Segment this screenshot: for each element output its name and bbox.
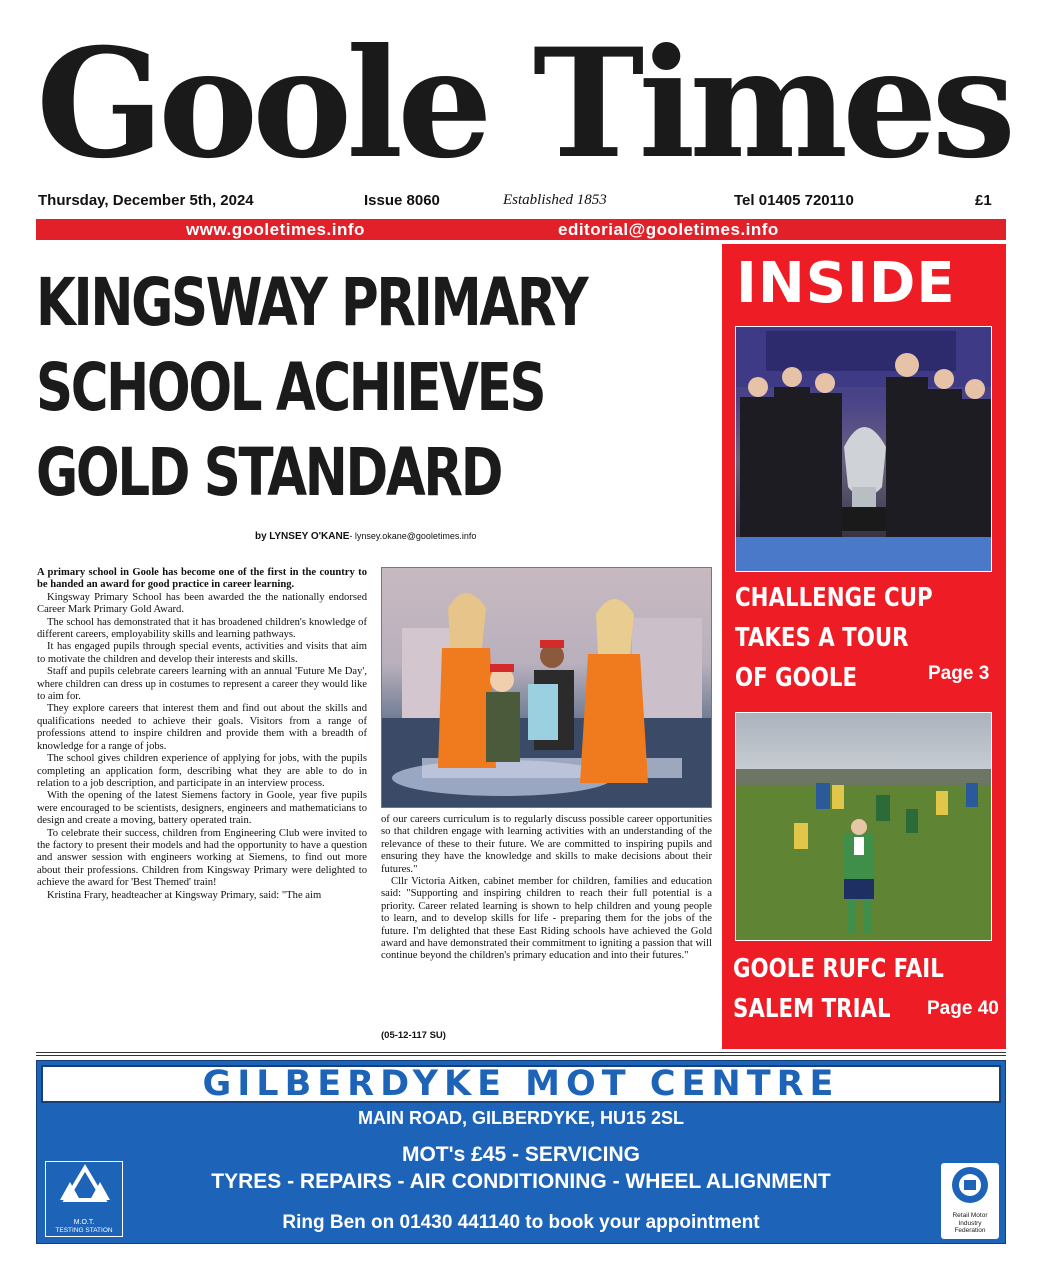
rmif-text-line: Industry bbox=[958, 1219, 982, 1227]
author-email: - lynsey.okane@gooletimes.info bbox=[349, 531, 477, 541]
author-name: LYNSEY O'KANE bbox=[269, 531, 350, 542]
inside-title: INSIDE bbox=[736, 251, 956, 316]
article-paragraph: It has engaged pupils through special events, activities and visits that aim to motivate the children and develop their interests and skills. bbox=[37, 641, 367, 665]
mot-logo-text-1: M.O.T. bbox=[73, 1219, 95, 1226]
email-link[interactable]: editorial@gooletimes.info bbox=[558, 220, 779, 239]
main-headline bbox=[36, 260, 722, 515]
byline bbox=[255, 531, 476, 542]
telephone: Tel 01405 720110 bbox=[734, 192, 854, 209]
article-paragraph: The school has demonstrated that it has broadened children's knowledge of different careers, employability skills and learning pathways. bbox=[37, 616, 367, 641]
inside-panel bbox=[722, 244, 1006, 1049]
mot-logo-text-2: TESTING STATION bbox=[55, 1227, 113, 1234]
headline-line: GOLD STANDARD bbox=[36, 434, 502, 511]
rmif-logo bbox=[941, 1163, 999, 1239]
challenge-cup-page[interactable]: Page 3 bbox=[928, 663, 990, 684]
cup-photo-illustration bbox=[736, 327, 992, 572]
story-line: CHALLENGE CUP bbox=[735, 583, 933, 613]
divider bbox=[36, 1055, 1006, 1056]
advert-business-name: GILBERDYKE MOT CENTRE bbox=[41, 1065, 1001, 1103]
advert-address: MAIN ROAD, GILBERDYKE, HU15 2SL bbox=[357, 1108, 685, 1128]
article-column-2 bbox=[381, 814, 712, 1029]
rufc-headline[interactable] bbox=[733, 949, 944, 1029]
established: Established 1853 bbox=[503, 192, 607, 208]
article-paragraph: Staff and pupils celebrate careers learning with an annual 'Future Me Day', where children can dress up in costumes to represent a career they would like to aim for. bbox=[37, 666, 367, 703]
advert-gilberdyke-mot[interactable] bbox=[36, 1060, 1006, 1244]
rmif-text-line: Retail Motor bbox=[952, 1212, 988, 1219]
story-line: SALEM TRIAL bbox=[733, 994, 891, 1024]
advert-cta[interactable]: Ring Ben on 01430 441140 to book your appointment bbox=[282, 1212, 760, 1233]
headline-line: SCHOOL ACHIEVES bbox=[36, 349, 545, 426]
story-line: TAKES A TOUR bbox=[735, 623, 909, 653]
article-paragraph: With the opening of the latest Siemens factory in Goole, year five pupils were encouraged to be scientists, designers, engineers and mathematicians to design and create a moving, battery operated train. bbox=[37, 790, 367, 827]
mot-logo bbox=[45, 1161, 123, 1237]
article-paragraph: They explore careers that interest them and find out about the skills and qualifications needed to achieve their goals. Visitors from a range of professions attend to inspire children and provide them with a breadth of knowledge for a range of jobs. bbox=[37, 703, 367, 752]
rmif-text bbox=[941, 1212, 999, 1235]
challenge-cup-headline[interactable] bbox=[735, 578, 933, 698]
article-paragraph: Kingsway Primary School has been awarded the the nationally endorsed Career Mark Primary Gold Award. bbox=[37, 591, 367, 616]
issue-date: Thursday, December 5th, 2024 bbox=[38, 192, 254, 209]
rmif-badge-icon bbox=[941, 1163, 999, 1207]
article-paragraph: The school gives children experience of applying for jobs, with the pupils completing an application form, describing what they are able to do in relation to a job description, and participate in an interview process. bbox=[37, 753, 367, 789]
advert-line-1: MOT's £45 - SERVICING bbox=[401, 1143, 640, 1166]
article-paragraph: A primary school in Goole has become one of the first in the country to be handed an award for good practice in career learning. bbox=[37, 567, 367, 591]
contact-bar bbox=[36, 219, 1006, 240]
story-line: OF GOOLE bbox=[735, 663, 858, 693]
article-paragraph: Kristina Frary, headteacher at Kingsway Primary, said: "The aim bbox=[47, 889, 322, 901]
photo-reference: (05-12-117 SU) bbox=[381, 1030, 446, 1041]
challenge-cup-photo[interactable] bbox=[735, 326, 992, 572]
website-link[interactable]: www.gooletimes.info bbox=[186, 220, 365, 239]
mot-triangle-icon bbox=[46, 1162, 124, 1214]
headline-line: KINGSWAY PRIMARY bbox=[36, 264, 587, 341]
article-paragraph: Cllr Victoria Aitken, cabinet member for children, families and education said: "Supporting and inspiring children to reach their full potential is a priority. Career related learning is shown to help children and young people to learn, and to develop skills for life - preparing them for the jobs of the future. I'm delighted that these East Riding schools have achieved the Gold award and have demonstrated their commitment to igniting a passion that will continue beyond the children's primary education and into their futures." bbox=[381, 876, 712, 962]
story-line: GOOLE RUFC FAIL bbox=[733, 954, 944, 984]
info-bar bbox=[38, 192, 1004, 212]
article-paragraph: of our careers curriculum is to regularly discuss possible career opportunities so that children engage with learning activities with an understanding of the relevance of these to their future. We are committed to inspiring pupils and ensuring they have the knowledge and skills to make decisions about their futures." bbox=[381, 814, 712, 875]
issue-number: Issue 8060 bbox=[364, 192, 440, 209]
masthead-title: Goole Times bbox=[36, 16, 1011, 192]
price: £1 bbox=[975, 192, 992, 209]
byline-prefix: by bbox=[255, 531, 267, 542]
rmif-text-line: Federation bbox=[954, 1227, 986, 1234]
rugby-photo[interactable] bbox=[735, 712, 992, 941]
article-paragraph: To celebrate their success, children from Engineering Club were invited to the factory to present their models and had the opportunity to have a question and answer session with engineers working at Siemens, to find out more about their professions. Children from Kingsway Primary were delighted to achieve the award for 'Best Themed' train! bbox=[37, 827, 367, 889]
article-column-1 bbox=[37, 567, 367, 1045]
divider bbox=[36, 1052, 1006, 1053]
advert-line-2: TYRES - REPAIRS - AIR CONDITIONING - WHEEL ALIGNMENT bbox=[211, 1170, 831, 1193]
rugby-photo-illustration bbox=[736, 713, 992, 941]
photo-illustration bbox=[382, 568, 712, 808]
rufc-page[interactable]: Page 40 bbox=[927, 998, 999, 1019]
article-photo bbox=[381, 567, 712, 808]
